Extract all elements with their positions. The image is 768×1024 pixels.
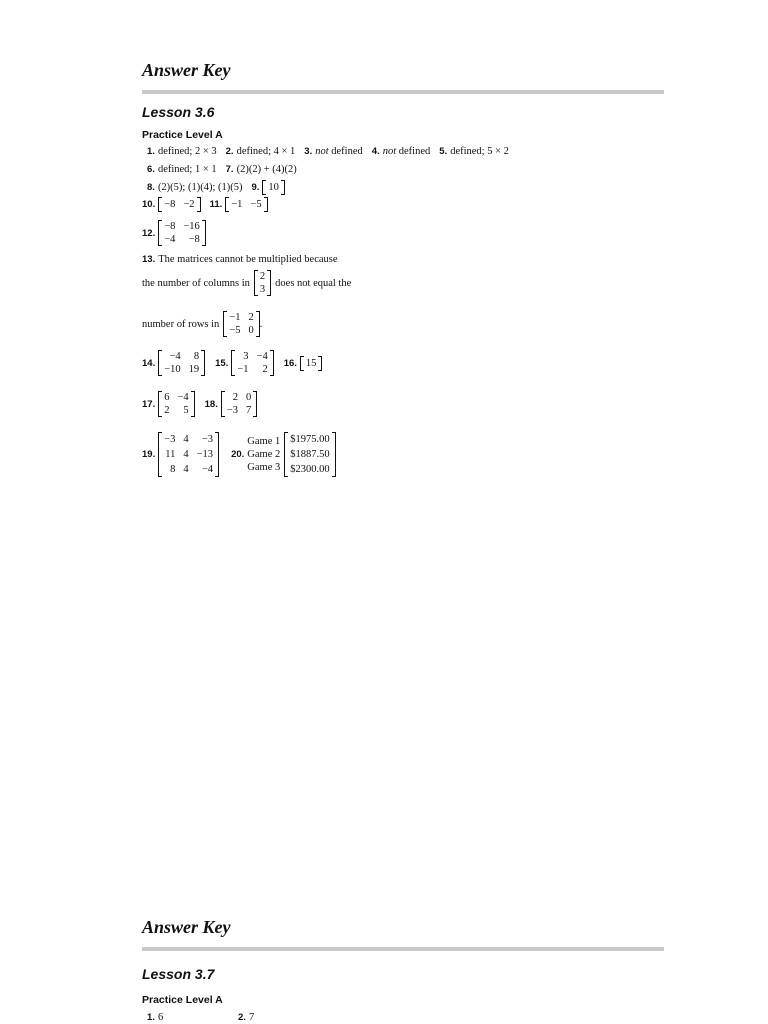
- matrix-cell: 4: [183, 449, 189, 460]
- answer-row: [142, 350, 332, 376]
- matrix-cell: $1975.00: [290, 434, 330, 445]
- matrix-cell: −1: [229, 312, 241, 323]
- answer-text: not: [382, 146, 397, 157]
- answer-text: number of rows in: [142, 318, 220, 330]
- answer-text: defined; 2 × 3: [157, 146, 217, 157]
- matrix-cell: 11: [165, 449, 176, 460]
- answer-text: defined; 5 × 2: [450, 146, 509, 157]
- matrix-cell: 2: [259, 271, 266, 282]
- answer-key-heading: Answer Key: [142, 917, 231, 937]
- answer-row: [147, 146, 509, 157]
- matrix-cell: 10: [268, 182, 279, 193]
- matrix: [158, 432, 219, 477]
- answer-row: [142, 270, 351, 296]
- answer-row: [142, 220, 206, 246]
- lesson-title: Lesson 3.7: [142, 966, 215, 982]
- answer-text: defined; 4 × 1: [236, 146, 296, 157]
- item-number: 1.: [147, 1012, 155, 1023]
- matrix: [223, 311, 259, 337]
- matrix: [254, 270, 271, 296]
- matrix-cell: 0: [248, 325, 254, 336]
- matrix-cell: −1: [231, 199, 243, 210]
- item-number: 6.: [147, 164, 155, 175]
- matrix: [158, 350, 205, 376]
- matrix-cell: 0: [246, 392, 252, 403]
- answer-text: 6: [157, 1012, 164, 1023]
- heading-rule: [142, 90, 664, 94]
- answer-text: 7: [248, 1012, 255, 1023]
- item-number: 10.: [142, 199, 156, 210]
- matrix-cell: −4: [169, 351, 181, 362]
- matrix-cell: 15: [305, 357, 317, 369]
- matrix-cell: 4: [183, 464, 189, 475]
- matrix: [262, 180, 285, 195]
- matrix: [300, 356, 323, 371]
- answer-row: [147, 164, 297, 175]
- item-number: 18.: [204, 398, 218, 410]
- answer-text: defined: [396, 146, 431, 157]
- answer-text: not: [315, 146, 329, 157]
- matrix-cell: −5: [250, 199, 262, 210]
- matrix-cell: 8: [193, 351, 200, 362]
- item-number: 2.: [238, 1012, 246, 1023]
- answer-row: [142, 254, 338, 265]
- item-number: 16.: [283, 357, 297, 369]
- matrix-cell: 7: [246, 405, 252, 416]
- matrix: [221, 391, 257, 417]
- item-number: 17.: [142, 398, 156, 410]
- answer-row: [142, 311, 262, 337]
- matrix: [225, 197, 267, 212]
- item-number: 1.: [147, 146, 155, 157]
- answer-text: the number of columns in: [142, 277, 250, 289]
- matrix-cell: 8: [170, 464, 176, 475]
- item-number: 5.: [439, 146, 448, 157]
- answer-row: [142, 432, 346, 477]
- item-number: 13.: [142, 254, 156, 265]
- item-number: 15.: [215, 357, 229, 369]
- answer-text: (2)(5); (1)(4); (1)(5): [157, 182, 243, 193]
- matrix-cell: −10: [164, 364, 181, 375]
- matrix-cell: 3: [259, 284, 266, 295]
- matrix-cell: 5: [183, 405, 189, 416]
- matrix-cell: −4: [201, 464, 214, 475]
- matrix-cell: 4: [183, 434, 189, 445]
- answer-text: The matrices cannot be multiplied because: [158, 254, 338, 265]
- matrix-cell: −8: [164, 199, 176, 210]
- item-number: 2.: [225, 146, 234, 157]
- matrix-cell: 2: [262, 364, 268, 375]
- matrix-cell: −2: [183, 199, 195, 210]
- answer-row: [147, 1012, 163, 1023]
- lesson-title: Lesson 3.6: [142, 104, 215, 120]
- practice-level-label: Practice Level A: [142, 994, 223, 1006]
- answer-text: defined; 1 × 1: [157, 164, 217, 175]
- matrix-cell: −1: [237, 364, 249, 375]
- matrix-cell: −4: [177, 392, 189, 403]
- practice-level-label: Practice Level A: [142, 129, 223, 141]
- matrix-cell: 6: [164, 392, 170, 403]
- answer-text: (2)(2) + (4)(2): [236, 164, 297, 175]
- item-number: 3.: [304, 146, 313, 157]
- matrix-cell: −13: [196, 449, 214, 460]
- item-number: 4.: [371, 146, 380, 157]
- item-number: 20.: [231, 449, 245, 460]
- answer-text: defined: [328, 146, 363, 157]
- matrix-cell: −5: [229, 325, 241, 336]
- matrix-cell: −4: [256, 351, 268, 362]
- item-number: 9.: [251, 182, 260, 193]
- matrix-cell: 3: [243, 351, 249, 362]
- item-number: 14.: [142, 357, 156, 369]
- matrix: [158, 220, 206, 246]
- answer-row: [147, 180, 285, 195]
- answer-row: [142, 197, 268, 212]
- answer-text: does not equal the: [275, 277, 352, 289]
- matrix: [231, 350, 273, 376]
- matrix-cell: −8: [188, 234, 200, 245]
- answer-row: [142, 391, 267, 417]
- item-number: 7.: [225, 164, 234, 175]
- item-number: 11.: [209, 199, 223, 210]
- item-number: 19.: [142, 449, 156, 460]
- matrix-cell: $1887.50: [290, 449, 330, 460]
- heading-rule: [142, 947, 664, 951]
- answer-row: [238, 1012, 254, 1023]
- item-number: 8.: [147, 182, 155, 193]
- matrix-cell: −4: [164, 234, 176, 245]
- matrix: [158, 391, 194, 417]
- game-label: Game 3: [247, 462, 281, 473]
- matrix-cell: 19: [188, 364, 200, 375]
- matrix-cell: 2: [248, 312, 254, 323]
- matrix-cell: 2: [232, 392, 239, 403]
- matrix-cell: −3: [201, 434, 214, 445]
- game-label: Game 1: [247, 436, 281, 447]
- matrix: [158, 197, 200, 212]
- answer-key-heading: Answer Key: [142, 60, 231, 80]
- item-number: 12.: [142, 227, 156, 239]
- matrix-cell: $2300.00: [290, 464, 330, 475]
- matrix-cell: −3: [164, 434, 176, 445]
- matrix-cell: −16: [183, 221, 200, 232]
- matrix-cell: −3: [226, 405, 239, 416]
- game-labels: [247, 435, 280, 474]
- matrix-cell: 2: [164, 405, 170, 416]
- answer-text: .: [259, 318, 263, 330]
- game-label: Game 2: [247, 449, 281, 460]
- matrix: [284, 432, 335, 477]
- matrix-cell: −8: [164, 221, 176, 232]
